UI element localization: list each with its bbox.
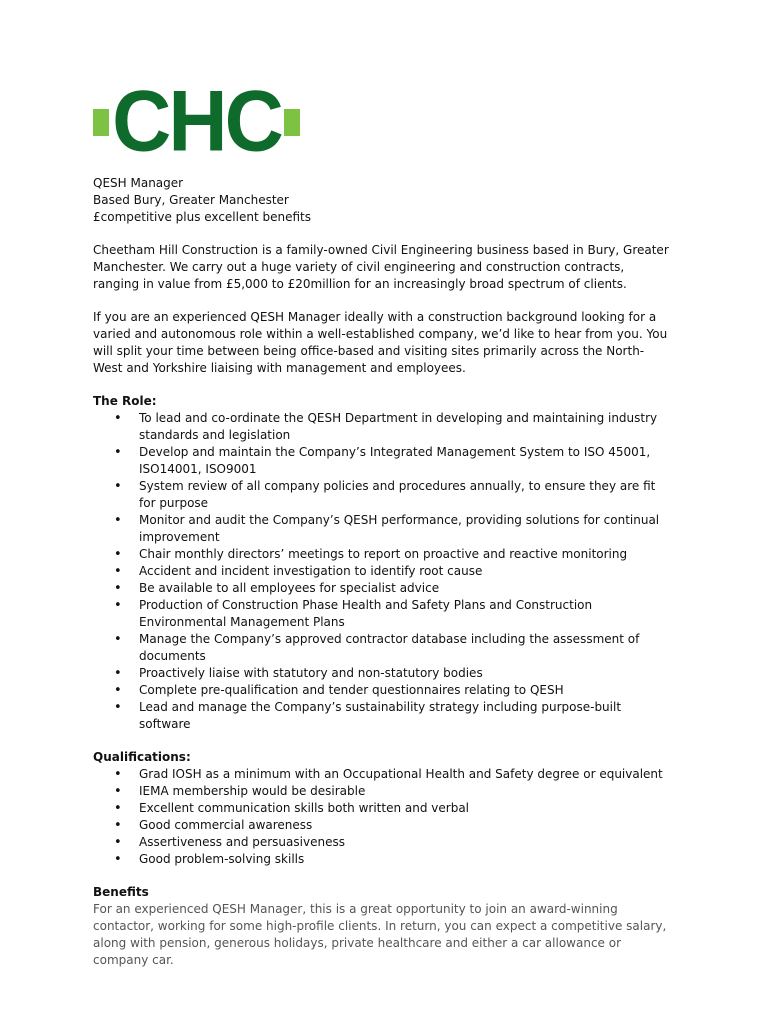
job-advert-body [93, 175, 673, 969]
list-item: • Complete pre-qualification and tender questionnaires relating to QESH [93, 682, 673, 699]
role-list [93, 410, 673, 733]
job-title: QESH Manager [93, 176, 184, 190]
chc-logo [93, 73, 300, 170]
list-item: • Production of Construction Phase Health and Safety Plans and Construction Environmental Management Plans [93, 597, 673, 631]
qualifications-list [93, 766, 673, 868]
list-item: • Lead and manage the Company’s sustainability strategy including purpose-built software [93, 699, 673, 733]
list-item: • IEMA membership would be desirable [93, 783, 673, 800]
job-salary: £competitive plus excellent benefits [93, 210, 311, 224]
list-item: • Monitor and audit the Company’s QESH performance, providing solutions for continual improvement [93, 512, 673, 546]
logo-right-bar [284, 109, 300, 136]
list-item: • Proactively liaise with statutory and non-statutory bodies [93, 665, 673, 682]
list-item: • System review of all company policies and procedures annually, to ensure they are fit for purpose [93, 478, 673, 512]
list-item: • Assertiveness and persuasiveness [93, 834, 673, 851]
logo-text: CHC [112, 73, 281, 170]
benefits-heading: Benefits [93, 885, 149, 899]
list-item: • Good commercial awareness [93, 817, 673, 834]
list-item: • Accident and incident investigation to identify root cause [93, 563, 673, 580]
list-item: • Excellent communication skills both written and verbal [93, 800, 673, 817]
list-item: • Grad IOSH as a minimum with an Occupational Health and Safety degree or equivalent [93, 766, 673, 783]
intro-paragraph: If you are an experienced QESH Manager ideally with a construction background looking for a varied and autonomous role within a well-established company, we’d like to hear from you. You will split your time between being office-based and visiting sites primarily across the North-West and Yorkshire liaising with management and employees. [93, 310, 668, 375]
list-item: • Chair monthly directors’ meetings to report on proactive and reactive monitoring [93, 546, 673, 563]
job-location: Based Bury, Greater Manchester [93, 193, 289, 207]
role-heading: The Role: [93, 394, 157, 408]
list-item: • Good problem-solving skills [93, 851, 673, 868]
qualifications-heading: Qualifications: [93, 750, 191, 764]
list-item: • To lead and co-ordinate the QESH Department in developing and maintaining industry standards and legislation [93, 410, 673, 444]
list-item: • Manage the Company’s approved contractor database including the assessment of documents [93, 631, 673, 665]
list-item: • Develop and maintain the Company’s Integrated Management System to ISO 45001, ISO14001, ISO9001 [93, 444, 673, 478]
benefits-text: For an experienced QESH Manager, this is a great opportunity to join an award-winning contactor, working for some high-profile clients. In return, you can expect a competitive salary, along with pension, generous holidays, private healthcare and either a car allowance or company car. [93, 902, 667, 967]
logo-left-bar [93, 109, 109, 136]
list-item: • Be available to all employees for specialist advice [93, 580, 673, 597]
intro-paragraph: Cheetham Hill Construction is a family-owned Civil Engineering business based in Bury, Greater Manchester. We carry out a huge variety of civil engineering and construction contracts, ranging in value from £5,000 to £20million for an increasingly broad spectrum of clients. [93, 243, 669, 291]
